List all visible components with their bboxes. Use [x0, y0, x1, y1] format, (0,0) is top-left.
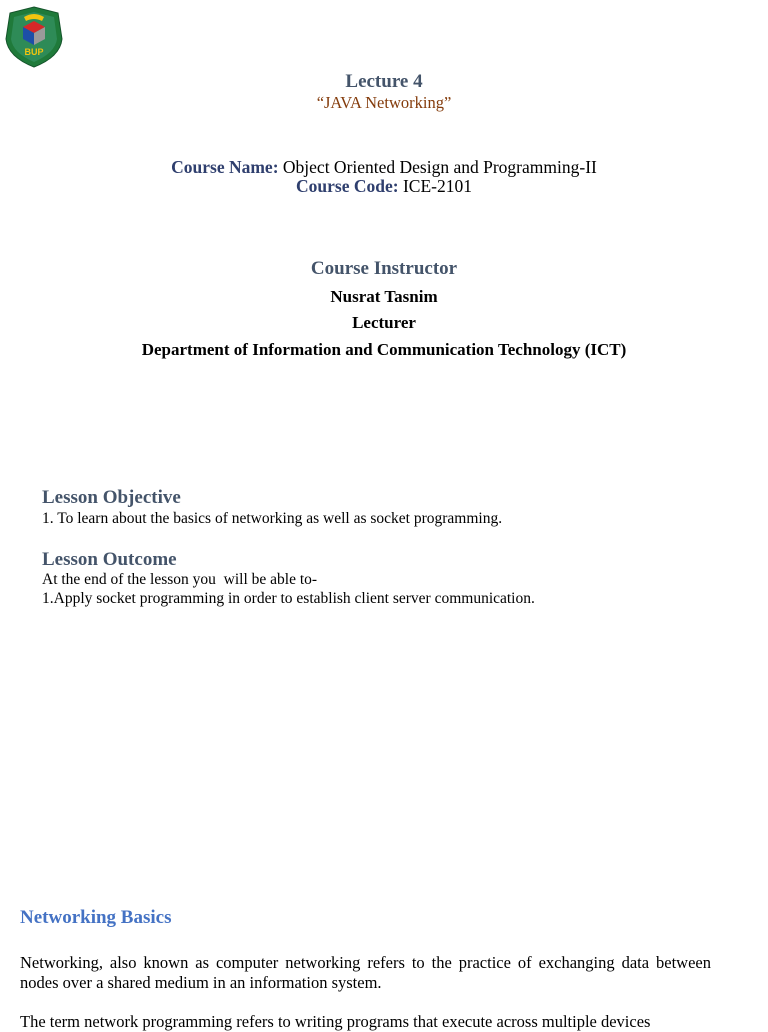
lecture-subtitle: “JAVA Networking” — [316, 93, 452, 112]
course-name-value: Object Oriented Design and Programming-II — [278, 157, 597, 177]
lesson-outcome-heading: Lesson Outcome — [42, 549, 177, 570]
instructor-role: Lecturer — [352, 313, 416, 332]
instructor-department: Department of Information and Communication Technology (ICT) — [141, 340, 627, 359]
course-code-line — [0, 176, 768, 197]
bup-emblem-icon — [4, 5, 64, 69]
lesson-objective-heading: Lesson Objective — [42, 487, 181, 508]
lesson-outcome-item: 1.Apply socket programming in order to establish client server communication. — [42, 590, 535, 607]
lesson-objective-item: 1. To learn about the basics of networking as well as socket programming. — [42, 510, 503, 527]
instructor-heading: Course Instructor — [310, 258, 458, 279]
lecture-title: Lecture 4 — [345, 71, 423, 92]
network-programming-paragraph: The term network programming refers to writing programs that execute across multiple devices — [20, 1012, 651, 1031]
instructor-name: Nusrat Tasnim — [330, 287, 438, 306]
course-code-value: ICE-2101 — [398, 176, 472, 196]
course-code-label: Course Code: — [296, 176, 399, 196]
course-name-line — [0, 157, 768, 178]
logo-text: BUP — [24, 47, 44, 57]
course-name-label: Course Name: — [171, 157, 279, 177]
networking-paragraph: Networking, also known as computer networking refers to the practice of exchanging data between nodes over a shared medium in an information system. — [20, 953, 711, 992]
lesson-outcome-intro: At the end of the lesson you will be able to- — [42, 571, 318, 588]
networking-basics-heading: Networking Basics — [20, 907, 172, 928]
university-logo — [4, 5, 64, 69]
